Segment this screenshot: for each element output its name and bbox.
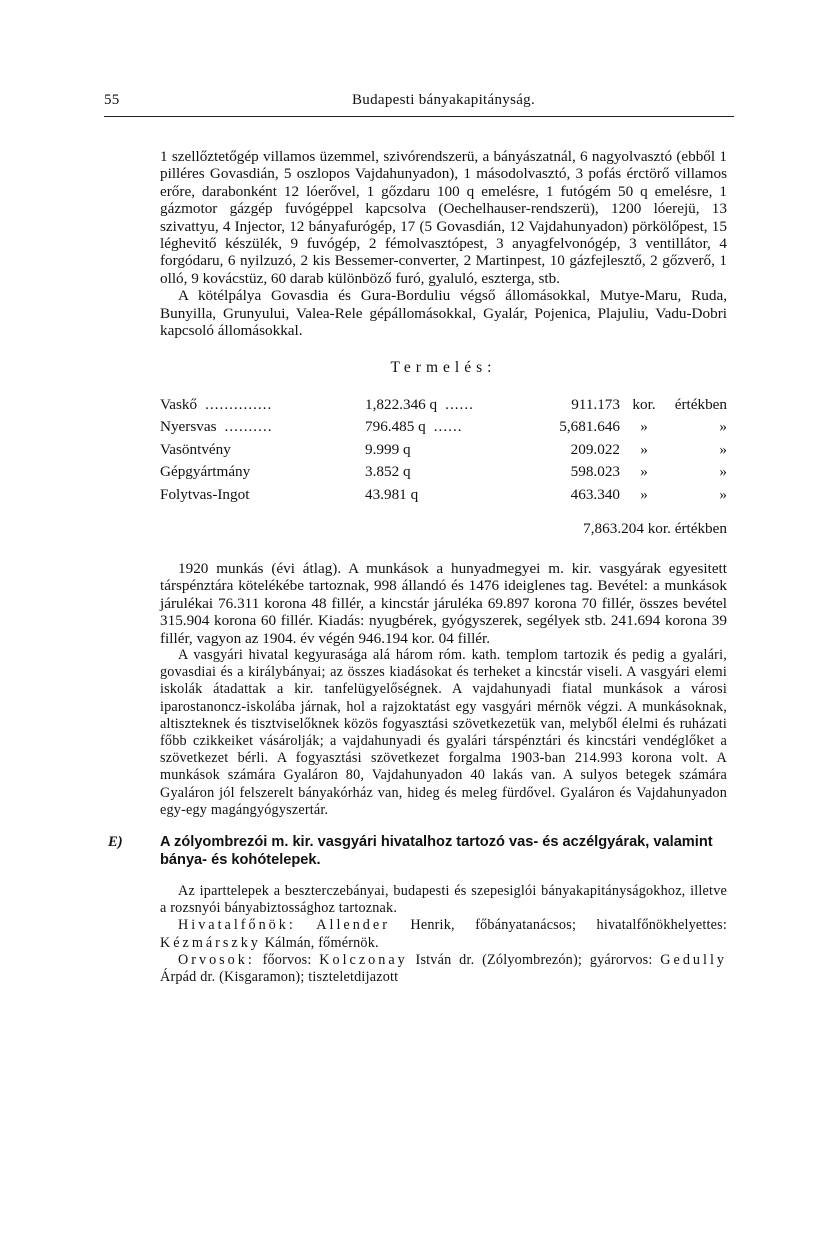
product-leader: ...... — [433, 418, 463, 436]
running-title: Budapesti bányakapitányság. — [351, 92, 536, 108]
product-note: » — [719, 463, 727, 481]
office-head-rest: Henrik, főbányatanácsos; hivatalfőnökhelyettes: — [410, 917, 728, 934]
product-value: 598.023 — [570, 463, 620, 481]
page-number: 55 — [104, 92, 120, 108]
factory-doctor-name: Gedully — [660, 951, 727, 968]
header-rule — [104, 116, 734, 117]
product-unit: » — [640, 485, 648, 503]
product-value: 209.022 — [570, 440, 620, 458]
product-quantity: 9.999 q — [365, 440, 411, 458]
product-leader: .......... — [224, 418, 273, 436]
section-heading — [108, 833, 727, 869]
product-note: értékben — [674, 395, 727, 413]
document-page — [104, 92, 728, 986]
production-row — [160, 461, 727, 484]
product-leader: .............. — [205, 395, 273, 413]
product-unit: » — [640, 440, 648, 458]
page-header — [104, 92, 727, 118]
product-value: 911.173 — [571, 395, 620, 413]
product-name: Folytvas-Ingot — [160, 485, 250, 503]
product-note: » — [719, 485, 727, 503]
product-unit: kor. — [632, 395, 656, 413]
production-row — [160, 483, 727, 506]
office-head-name: Allender — [316, 917, 390, 934]
church-school-paragraph: A vasgyári hivatal kegyurasága alá három róm. kath. templom tartozik és pedig a gyalári, govasdiai és a királybányai; az összes kiadásokat és terheket a kincstár viseli. A vasgyári elemi iskolák átadattak a kir. tanfelügyelőségnek. A vajdahunyadi fiatal munkások a városi iparostanoncz-iskolába járnak, hol a rajzoktatást egy vasgyári mérnök végzi. A munkásoknak, altiszteknek és tisztviselőknek közös fogyasztási szövetkezetük van, melyből élelmi és ruházati főbb czikkeiket vásárolják; a vajdahunyadi és gyalári társpénztári és kincstári vendéglőket a szövetkezet bérli. A fogyasztási szövetkezet forgalma 1903-ban 214.993 korona volt. A munkások számára Gyaláron 80, Vajdahunyadon 40 lakás van. A sulyos betegek számára Gyaláron jól felszerelt bányakórház van, hideg és meleg fürdővel. Gyaláron és Vajdahunyadon egy-egy magángyógyszertár. — [160, 647, 727, 818]
product-note: » — [719, 440, 727, 458]
product-leader: ...... — [445, 395, 474, 413]
product-name: Gépgyártmány — [160, 463, 251, 481]
product-value: 463.340 — [570, 485, 620, 503]
chief-doctor-name: Kolczonay — [319, 951, 408, 968]
product-value: 5,681.646 — [559, 418, 620, 436]
section-title: A zólyombrezói m. kir. vasgyári hivatalhoz tartozó vas- és aczélgyárak, valamint bánya- és kohótelepek. — [160, 834, 713, 869]
production-row — [160, 438, 727, 461]
product-name: Vasöntvény — [160, 440, 231, 458]
factory-doctor-rest: Árpád dr. (Kisgaramon); tiszteletdijazott — [160, 969, 399, 986]
workers-paragraph: 1920 munkás (évi átlag). A munkások a hunyadmegyei m. kir. vasgyárak egyesitett társpénztára kötelékébe tartoznak, 998 állandó és 1476 ideiglenes tag. Bevétel: a munkások járulékai 76.311 korona 48 fillér, a kincstár járuléka 69.897 korona 70 fillér, összes bevétel 315.904 korona 60 fillér. Kiadás: nyugbérek, gyógyszerek, segélyek stb. 241.694 korona 39 fillér, vagyon az 1904. év végén 946.194 kor. 04 fillér. — [160, 559, 727, 647]
product-quantity: 796.485 q — [365, 418, 426, 436]
product-name: Nyersvas — [160, 418, 217, 436]
product-unit: » — [640, 418, 648, 436]
equipment-paragraph: 1 szellőztetőgép villamos üzemmel, szivórendszerü, a bányászatnál, 6 nagyolvasztó (ebből 1 pilléres Govasdián, 5 oszlopos Vajdahunyadon), 1 másodolvasztó, 3 pofás érctörő villamos erőre, darabonként 12 lóerővel, 1 gőzdaru 100 q emelésre, 1 futógém 50 q emelésre, 1 gázmotor gázgép fuvógéppel kapcsolva (Oechelhauser-rendszerü), 1200 lóerejü, 13 szivattyu, 4 Injector, 12 bányafurógép, 17 (5 Govasdián, 12 Vajdahunyadon) pörkölőpest, 15 léghevitő készülék, 9 fuvógép, 2 fémolvasztópest, 3 anyagfelvonógép, 3 ventillátor, 4 forgódaru, 6 nyilzuzó, 2 kis Bessemer-converter, 2 Martinpest, 10 gázfejlesztő, 2 gőzverő, 1 olló, 9 kovácstüz, 60 darab különböző furó, gyaluló, eszterga, stb. — [160, 148, 727, 287]
section-label: E) — [108, 834, 123, 851]
production-row — [160, 393, 727, 416]
office-head-label: Hivatalfőnök: — [178, 917, 296, 934]
product-quantity: 3.852 q — [365, 463, 411, 481]
production-row — [160, 416, 727, 439]
officials-paragraph — [160, 917, 727, 951]
deputy-name: Kézmárszky — [160, 934, 261, 951]
jurisdiction-paragraph: Az iparttelepek a beszterczebányai, budapesti és szepesiglói bányakapitányságokhoz, illetve a rozsnyói bányabiztossághoz tartoznak. — [160, 883, 727, 917]
ropeway-paragraph: A kötélpálya Govasdia és Gura-Borduliu végső állomásokkal, Mutye-Maru, Ruda, Bunyilla, Grunyului, Valea-Rele gépállomásokkal, Gyalár, Pojenica, Plajuliu, Vadu-Dobri kapcsoló állomásokkal. — [160, 287, 727, 340]
product-unit: » — [640, 463, 648, 481]
product-note: » — [719, 418, 727, 436]
deputy-rest: Kálmán, főmérnök. — [264, 934, 379, 951]
product-quantity: 1,822.346 q — [365, 395, 438, 413]
doctors-paragraph — [160, 952, 727, 986]
production-table — [160, 393, 727, 506]
product-name: Vaskő — [160, 395, 198, 413]
product-quantity: 43.981 q — [365, 485, 419, 503]
chief-doctor-label: főorvos: — [262, 951, 312, 968]
chief-doctor-rest: István dr. (Zólyombrezón); gyárorvos: — [415, 951, 653, 968]
production-total: 7,863.204 kor. értékben — [583, 519, 727, 537]
production-heading: Termelés: — [390, 359, 497, 377]
doctors-label: Orvosok: — [178, 951, 255, 968]
